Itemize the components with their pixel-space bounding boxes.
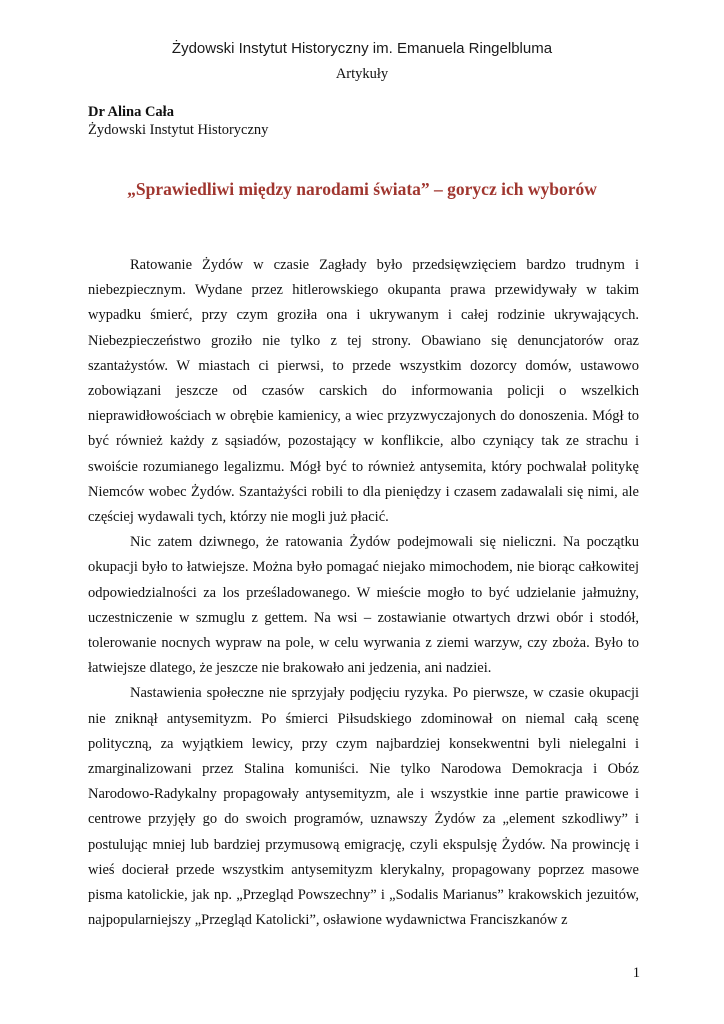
article-body <box>88 253 639 933</box>
author-affiliation: Żydowski Instytut Historyczny <box>88 122 269 138</box>
article-title: „Sprawiedliwi między narodami świata” – gorycz ich wyborów <box>127 179 597 199</box>
running-header-section: Artykuły <box>335 66 389 82</box>
page-number: 1 <box>632 965 640 981</box>
paragraph: Ratowanie Żydów w czasie Zagłady było przedsięwzięciem bardzo trudnym i niebezpiecznym. Wydane przez hitlerowskiego okupanta prawa przewidywały w takim wypadku śmierć, przy czym groziła ona i ukrywanym i całej rodzinie ukrywających. Niebezpieczeństwo groziło nie tylko z tej strony. Obawiano się denuncjatorów oraz szantażystów. W miastach ci pierwsi, to przede wszystkim dozorcy domów, ustawowo zobowiązani jeszcze od czasów carskich do informowania policji o wszelkich nieprawidłowościach w obrębie kamienicy, a wiec przyzwyczajonych do donoszenia. Mógł to być również każdy z sąsiadów, pozostający w konflikcie, albo czyniący tak ze strachu i swoiście rozumianego legalizmu. Mógł być to również antysemita, który pochwalał politykę Niemców wobec Żydów. Szantażyści robili to dla pieniędzy i czasem zadawalali się nimi, ale częściej wydawali tych, którzy nie mogli już płacić. <box>88 257 639 526</box>
paragraph: Nastawienia społeczne nie sprzyjały podjęciu ryzyka. Po pierwsze, w czasie okupacji nie zniknął antysemityzm. Po śmierci Piłsudskiego zdominował on niemal całą scenę polityczną, za wyjątkiem lewicy, przy czym najbardziej konsekwentni byli nielegalni i zmarginalizowani przez Stalina komuniści. Nie tylko Narodowa Demokracja i Obóz Narodowo-Radykalny propagowały antysemityzm, ale i wszystkie inne partie prawicowe i centrowe przyjęły go do swoich programów, uznawszy Żydów za „element szkodliwy” i postulując mniej lub bardziej przymusową emigrację, czyli ekspulsję Żydów. Na prowincję i wieś docierał przede wszystkim antysemityzm klerykalny, propagowany poprzez masowe pisma katolickie, jak np. „Przegląd Powszechny” i „Sodalis Marianus” krakowskich jezuitów, najpopularniejszy „Przegląd Katolicki”, osławione wydawnictwa Franciszkanów z <box>88 685 639 929</box>
author-name: Dr Alina Cała <box>88 104 174 120</box>
paragraph: Nic zatem dziwnego, że ratowania Żydów podejmowali się nieliczni. Na początku okupacji było to łatwiejsze. Można było pomagać niejako mimochodem, nie biorąc całkowitej odpowiedzialności za los prześladowanego. W mieście mogło to być udzielanie jałmużny, uczestniczenie w szmuglu z gettem. Na wsi – zostawianie otwartych drzwi obór i stodół, tolerowanie nocnych wypraw na pole, w celu wyrwania z ziemi warzyw, czy zboża. Było to łatwiejsze dlatego, że jeszcze nie brakowało ani jedzenia, ani nadziei. <box>88 534 639 677</box>
running-header-institution: Żydowski Instytut Historyczny im. Emanuela Ringelbluma <box>171 40 553 57</box>
